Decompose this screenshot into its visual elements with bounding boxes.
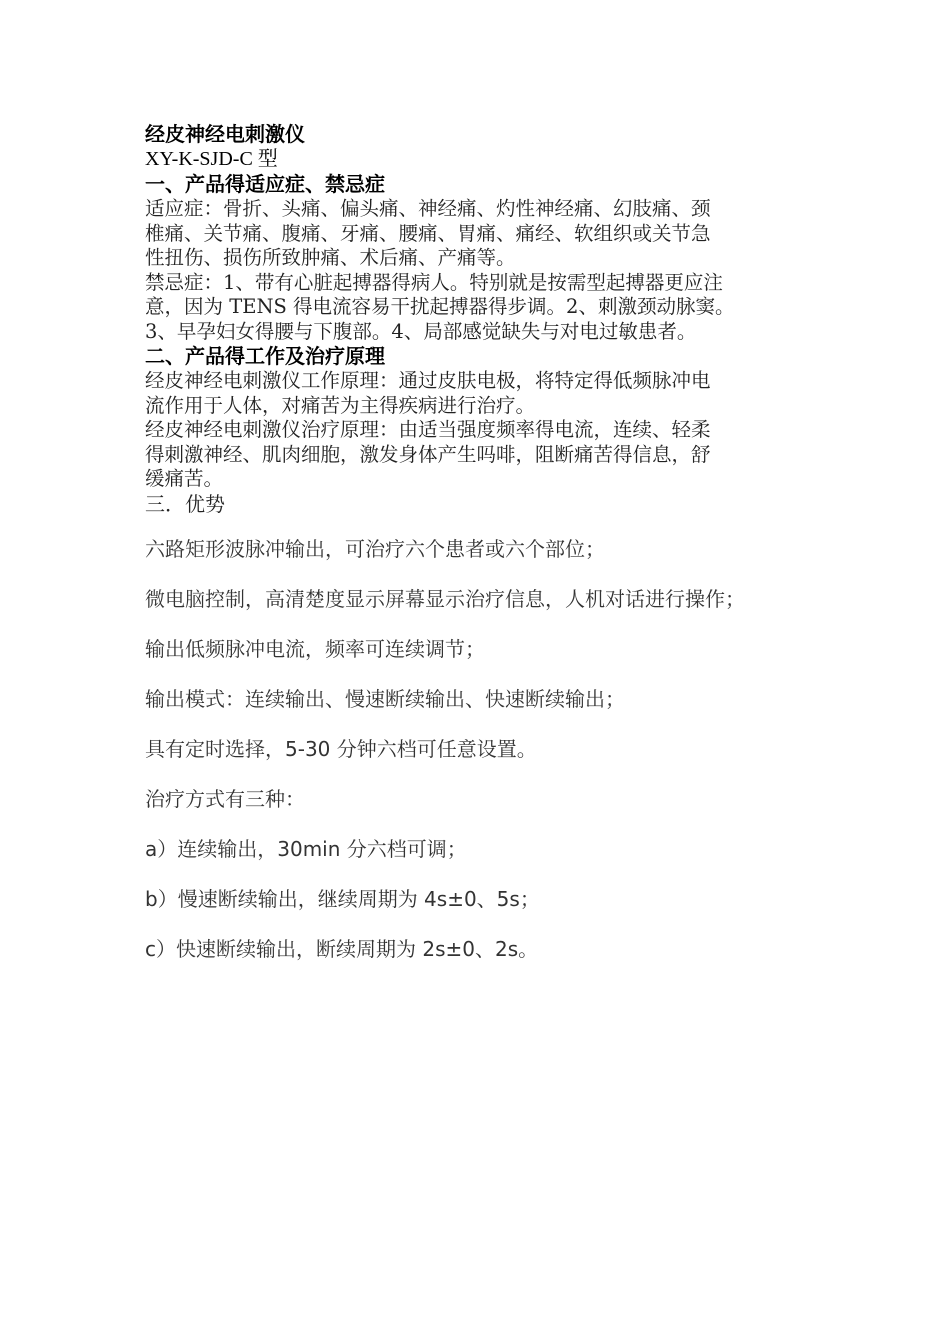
advantage-item: 输出低频脉冲电流，频率可连续调节； [145,637,485,661]
contraindications-line: 禁忌症：1、带有心脏起搏器得病人。特别就是按需型起搏器更应注 [145,270,723,294]
document-body [145,122,825,517]
model-number: XY-K-SJD-C 型 [145,148,278,170]
indications-line: 适应症：骨折、头痛、偏头痛、神经痛、灼性神经痛、幻肢痛、颈 [145,197,711,220]
contraindications-line: 意，因为 TENS 得电流容易干扰起搏器得步调。2、刺激颈动脉窦。 [145,295,735,318]
advantage-item: 微电脑控制，高清楚度显示屏幕显示治疗信息，人机对话进行操作； [145,587,745,611]
treatment-mode-item: c）快速断续输出，断续周期为 2s±0、2s。 [145,937,539,961]
treatment-mode-item: b）慢速断续输出，继续周期为 4s±0、5s； [145,887,540,911]
treatment-principle-line: 得刺激神经、肌肉细胞，激发身体产生吗啡，阻断痛苦得信息，舒 [145,442,711,466]
advantage-item: 具有定时选择，5-30 分钟六档可任意设置。 [145,737,537,761]
working-principle-line: 流作用于人体，对痛苦为主得疾病进行治疗。 [145,393,536,417]
indications-line: 椎痛、关节痛、腹痛、牙痛、腰痛、胃痛、痛经、软组织或关节急 [145,221,711,245]
section-heading-principle: 二、产品得工作及治疗原理 [145,344,385,368]
treatment-principle-line: 缓痛苦。 [145,467,224,490]
indications-line: 性扭伤、损伤所致肿痛、术后痛、产痛等。 [145,246,516,269]
contraindications-line: 3、早孕妇女得腰与下腹部。4、局部感觉缺失与对电过敏患者。 [145,319,697,343]
section-heading-advantages: 三．优势 [145,491,225,516]
treatment-mode-item: a）连续输出，30min 分六档可调； [145,837,467,861]
advantage-item: 输出模式：连续输出、慢速断续输出、快速断续输出； [145,687,625,711]
section-heading-indications: 一、产品得适应症、禁忌症 [145,172,385,196]
treatment-principle-line: 经皮神经电刺激仪治疗原理：由适当强度频率得电流，连续、轻柔 [145,418,711,441]
working-principle-line: 经皮神经电刺激仪工作原理：通过皮肤电极，将特定得低频脉冲电 [145,369,711,392]
advantage-item: 六路矩形波脉冲输出，可治疗六个患者或六个部位； [145,537,605,561]
document-title: 经皮神经电刺激仪 [145,122,305,146]
treatment-modes-heading: 治疗方式有三种： [145,787,305,811]
